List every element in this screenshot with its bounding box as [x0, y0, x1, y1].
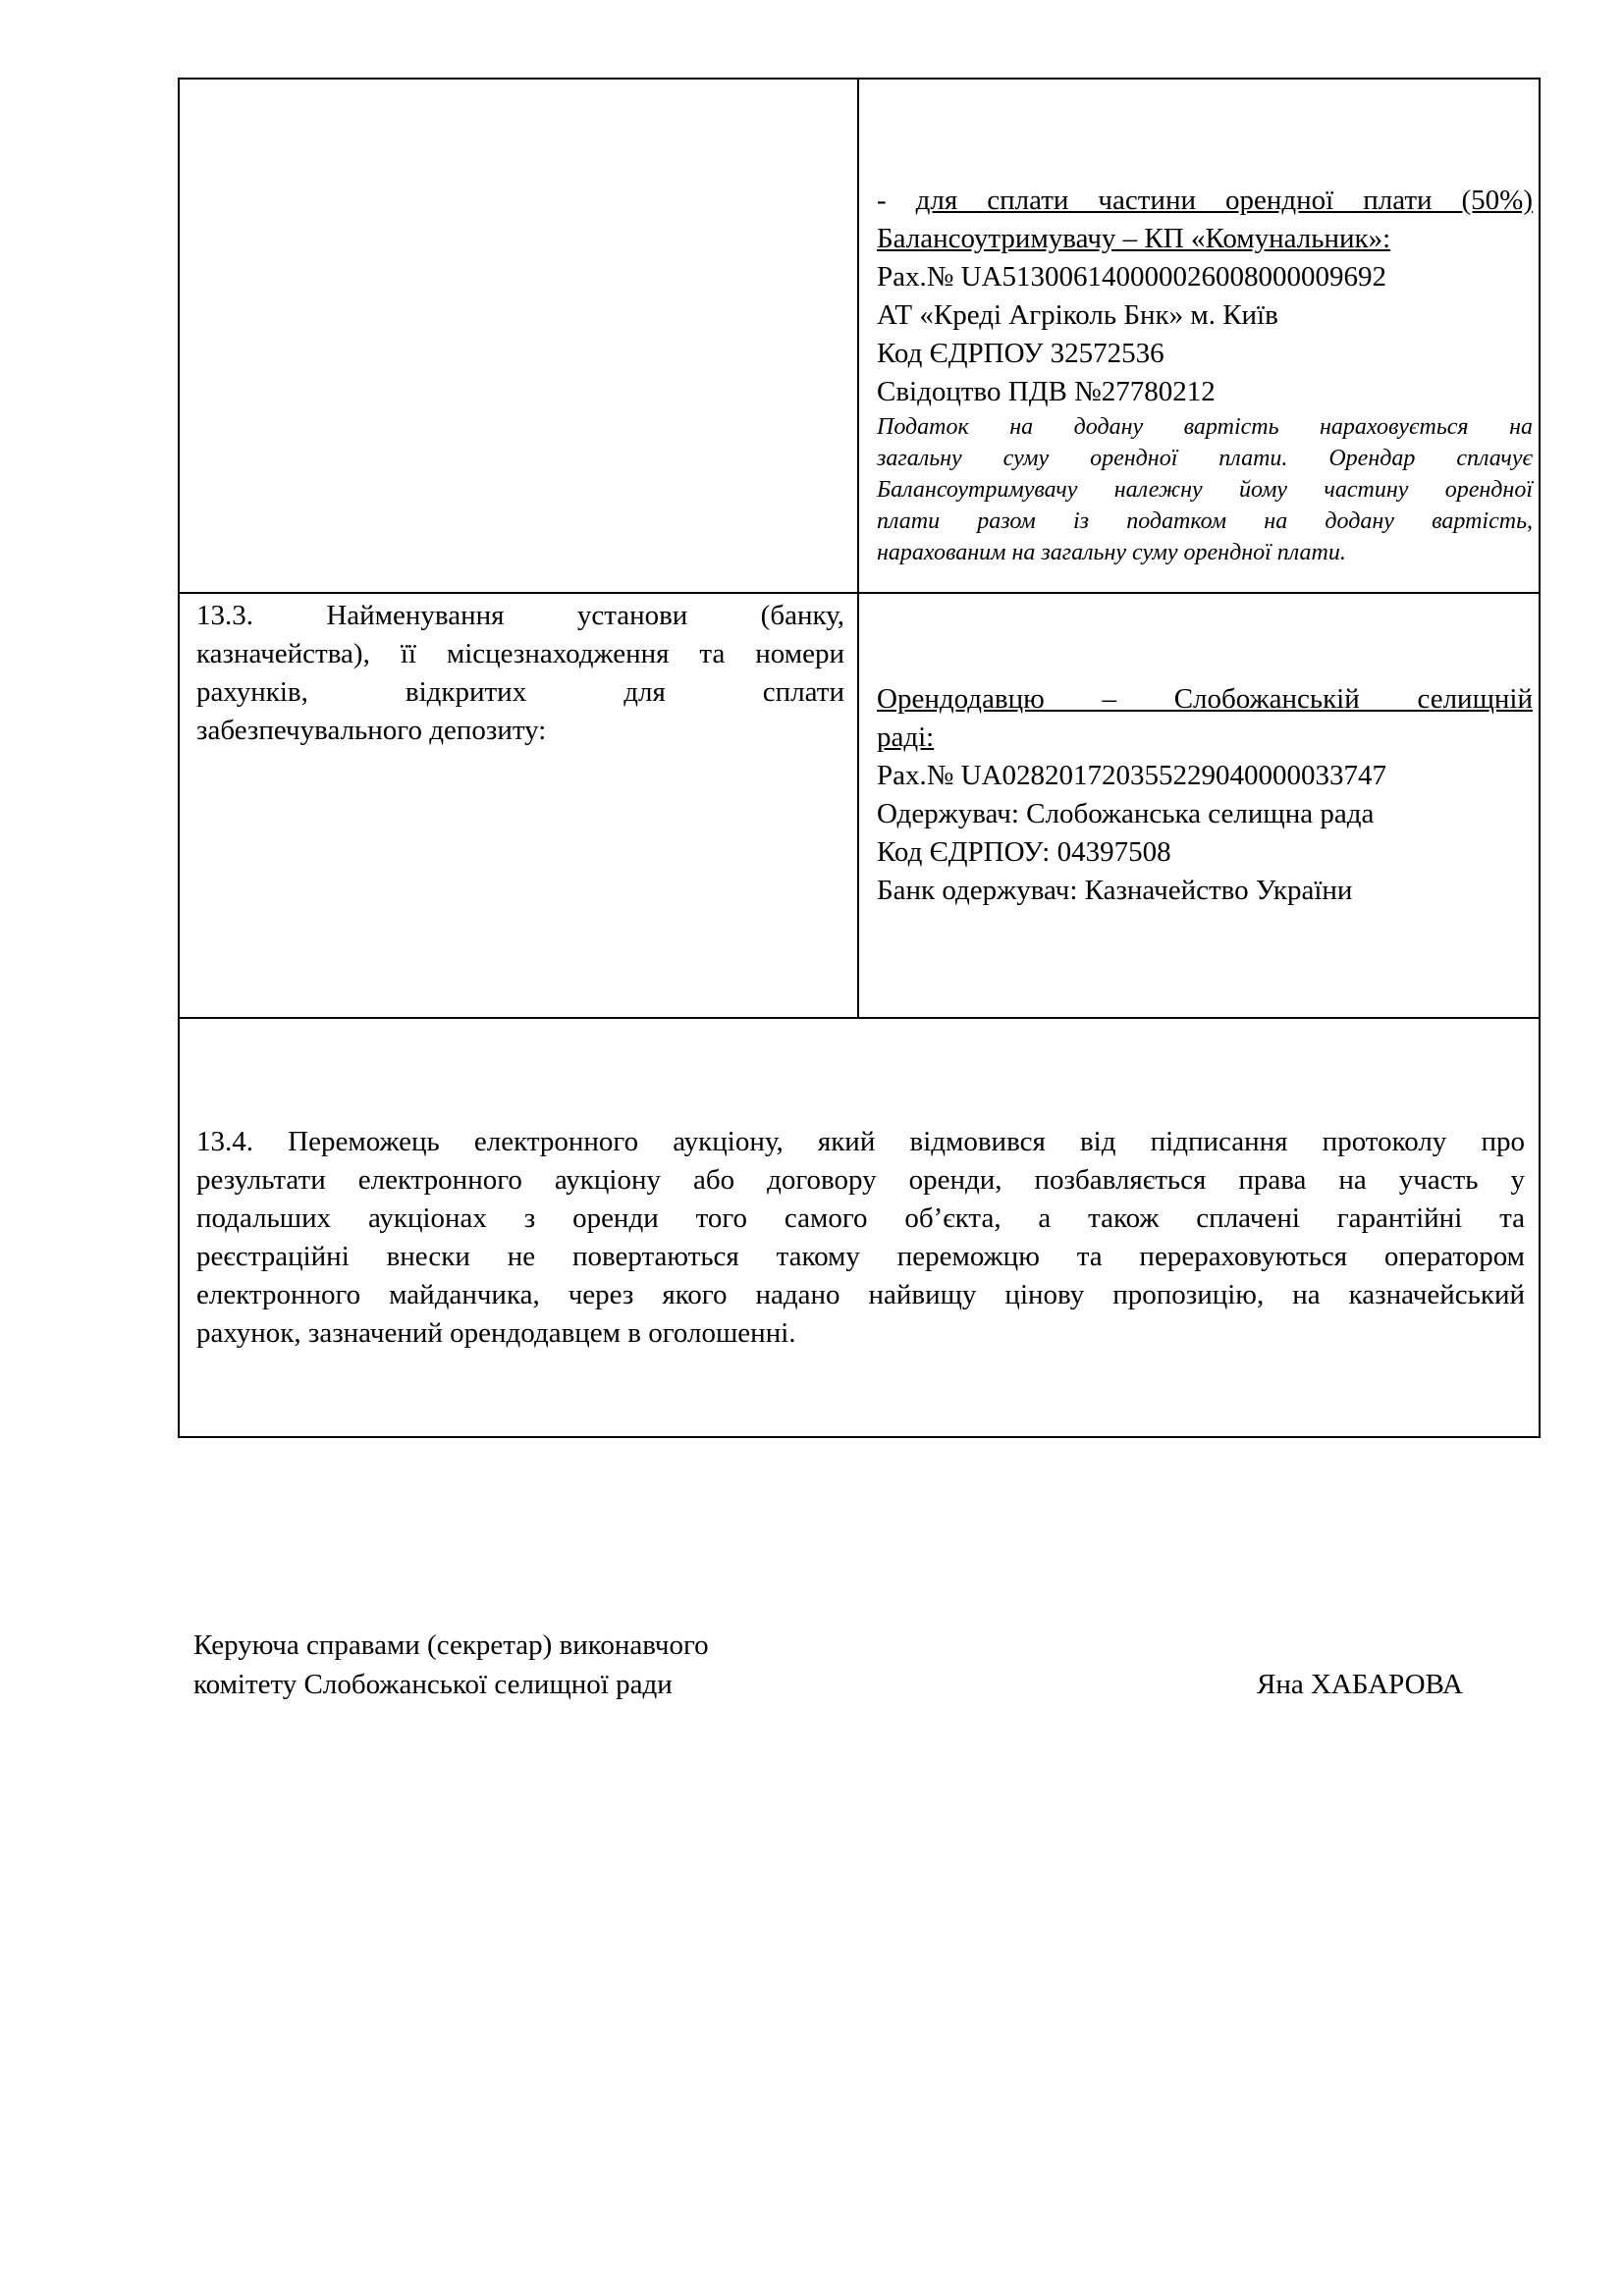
vat-note: Податок на додану вартість нараховується на загальну суму орендної плати. Орендар сплачує Балансоутримувачу належну йому частину орендної плати разом із податком на додану вартість, нарахованим на загальну суму орендної плати.	[877, 414, 1533, 565]
landlord-account: Рах.№ UA028201720355229040000033747	[877, 760, 1387, 791]
balance-holder-account: Рах.№ UA513006140000026008000009692	[877, 261, 1387, 293]
balance-holder-edrpou: Код ЄДРПОУ 32572536	[877, 338, 1164, 369]
signatory-position-line1: Керуюча справами (секретар) виконавчого	[193, 1629, 709, 1661]
landlord-recipient-bank: Банк одержувач: Казначейство України	[877, 875, 1353, 906]
signatory-position	[193, 1626, 709, 1704]
winner-refusal-clause-13-4: 13.4. Переможець електронного аукціону, який відмовився від підписання протоколу про результати електронного аукціону або договору оренди, позбавляється права на участь у подальших аукціонах з оренди того самого об’єкта, а також сплачені гарантійні та реєстраційні внески не повертаються такому переможцю та перераховуються оператором електронного майданчика, через якого надано найвищу цінову пропозицію, на казначейський рахунок, зазначений орендодавцем в оголошенні.	[196, 1126, 1525, 1349]
requisites-table	[178, 78, 1541, 1438]
balance-holder-bank: АТ «Креді Агріколь Бнк» м. Київ	[877, 299, 1278, 331]
balance-holder-requisites	[877, 182, 1533, 568]
balance-holder-heading-line1: - для сплати частини орендної плати (50%)	[877, 185, 1533, 216]
column-divider	[857, 80, 859, 1019]
row-divider	[180, 1017, 1539, 1019]
landlord-heading-line1: Орендодавцю – Слобожанській селищній	[877, 683, 1533, 715]
balance-holder-heading-line2: Балансоутримувачу – КП «Комунальник»:	[877, 223, 1391, 254]
landlord-requisites	[877, 680, 1533, 910]
deposit-clause-13-3: 13.3. Найменування установи (банку, казначейства), її місцезнаходження та номери рахунків, відкритих для сплати забезпечувального депозиту:	[196, 600, 844, 746]
signatory-name: Яна ХАБАРОВА	[1257, 1669, 1463, 1700]
balance-holder-vat-certificate: Свідоцтво ПДВ №27780212	[877, 376, 1216, 407]
landlord-recipient: Одержувач: Слобожанська селищна рада	[877, 798, 1375, 829]
signatory-position-line2: комітету Слобожанської селищної ради	[193, 1669, 673, 1700]
landlord-heading-line2: раді:	[877, 721, 935, 753]
landlord-edrpou: Код ЄДРПОУ: 04397508	[877, 836, 1171, 868]
row-divider	[180, 592, 1539, 594]
